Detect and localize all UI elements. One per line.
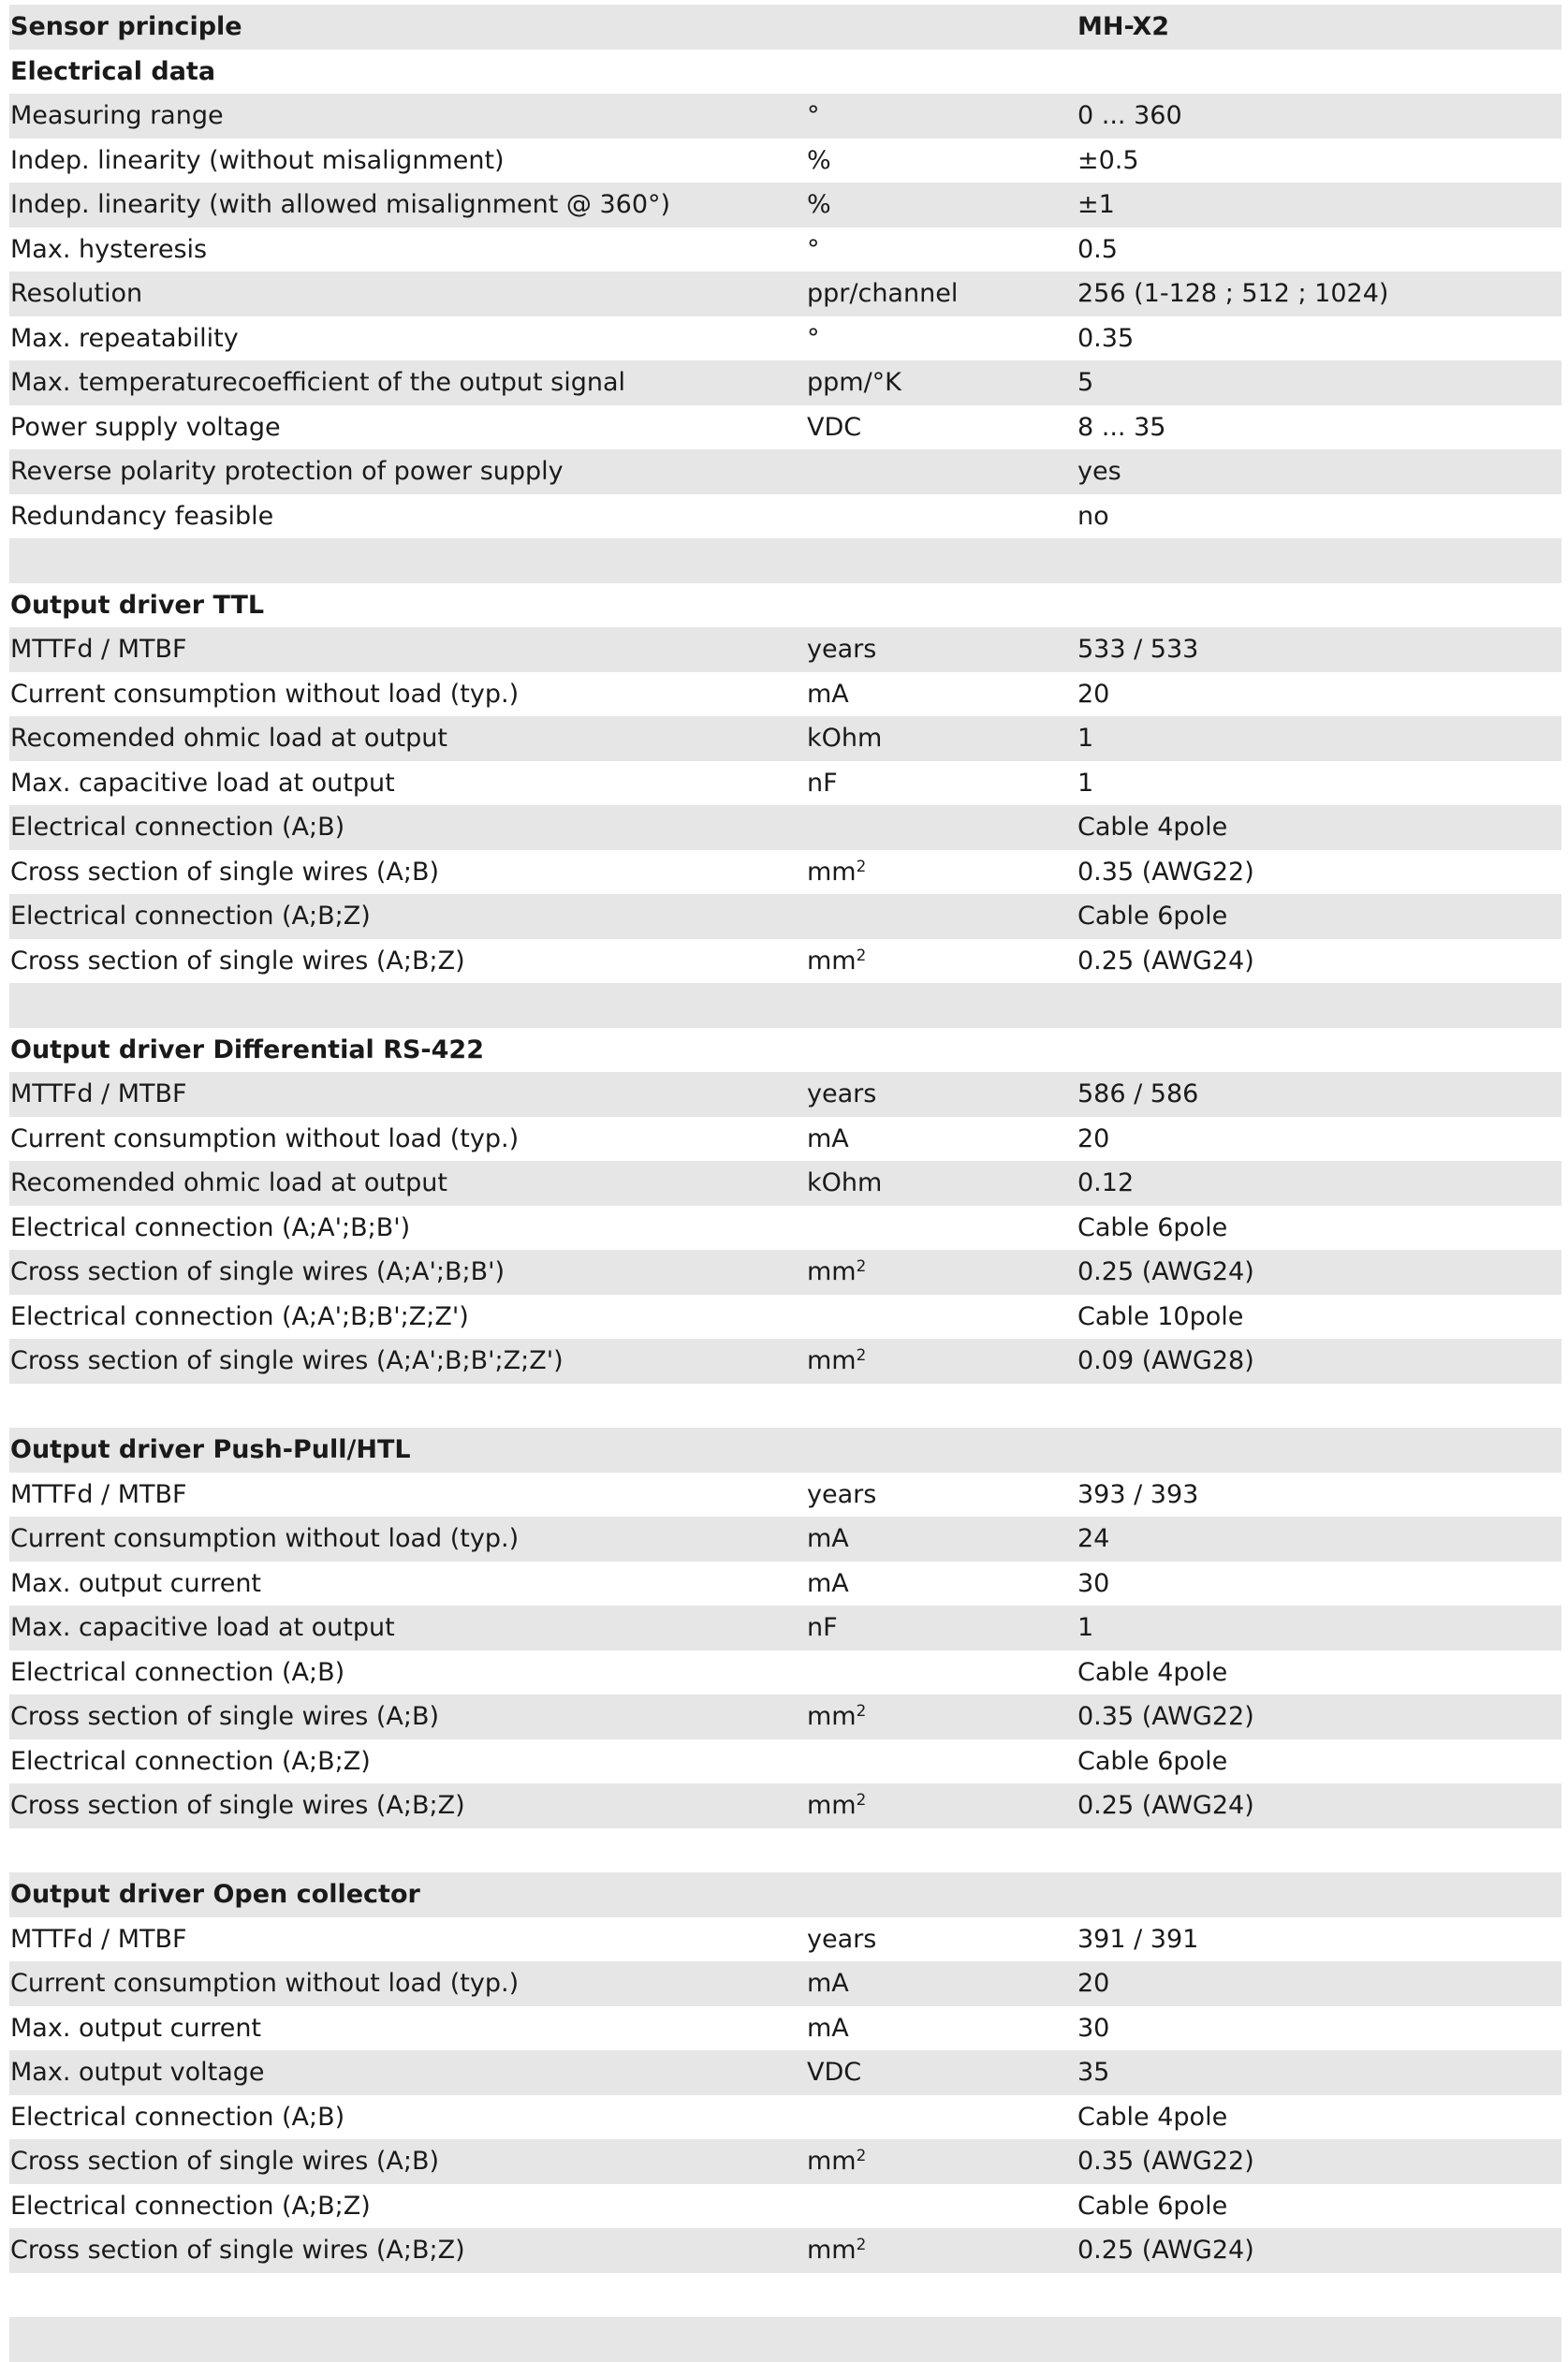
unit-cell: VDC (807, 412, 862, 442)
header-model: MH-X2 (1077, 12, 1170, 41)
unit-cell: $mm^2$ (807, 1344, 867, 1375)
parameter-cell: MTTFd / MTBF (10, 635, 187, 664)
parameter-cell: Electrical connection (A;B;Z) (10, 1746, 371, 1776)
unit-cell: $mm^2$ (807, 2145, 867, 2176)
value-cell: 0.35 (AWG22) (1077, 1702, 1254, 1731)
unit-cell (807, 1295, 1074, 1340)
table-row (9, 1961, 1561, 2006)
table-row (9, 227, 1561, 272)
parameter-cell: Cross section of single wires (A;A';B;B') (10, 1257, 506, 1286)
header-label: Sensor principle (10, 12, 242, 41)
section-title-row (9, 583, 1561, 628)
unit-cell: mA (807, 1969, 849, 1998)
unit-cell (807, 449, 1074, 494)
table-row (9, 716, 1561, 761)
unit-cell: $mm^2$ (807, 1255, 867, 1286)
parameter-cell: Cross section of single wires (A;B) (10, 1702, 440, 1731)
value-cell: 256 (1-128 ; 512 ; 1024) (1077, 279, 1389, 308)
value-cell: 35 (1077, 2058, 1110, 2087)
parameter-cell: Cross section of single wires (A;B) (10, 857, 440, 887)
section-title: Output driver Differential RS-422 (10, 1034, 484, 1064)
value-cell: 30 (1077, 2013, 1110, 2043)
value-cell: 5 (1077, 368, 1094, 397)
parameter-cell: Max. output voltage (10, 2058, 265, 2087)
parameter-cell: Redundancy feasible (10, 501, 274, 531)
table-row (9, 1339, 1561, 1384)
value-cell: 0.25 (AWG24) (1077, 1257, 1254, 1286)
table-row (9, 494, 1561, 539)
section-title: Output driver TTL (10, 590, 265, 620)
unit-cell: $mm^2$ (807, 1700, 867, 1731)
parameter-cell: Recomended ohmic load at output (10, 724, 447, 753)
value-cell: Cable 4pole (1077, 813, 1228, 842)
value-cell: Cable 6pole (1077, 2191, 1228, 2221)
unit-cell: nF (807, 768, 838, 798)
section-spacer (9, 1828, 1561, 1873)
parameter-cell: Cross section of single wires (A;A';B;B';Z;Z') (10, 1346, 564, 1375)
parameter-cell: Max. capacitive load at output (10, 1613, 395, 1642)
value-cell: 393 / 393 (1077, 1479, 1199, 1509)
parameter-cell: MTTFd / MTBF (10, 1479, 187, 1509)
table-row (9, 316, 1561, 361)
parameter-cell: Max. capacitive load at output (10, 768, 395, 798)
table-row (9, 405, 1561, 450)
table-row (9, 1606, 1561, 1650)
value-cell: 1 (1077, 768, 1094, 798)
parameter-cell: Electrical connection (A;A';B;B') (10, 1212, 411, 1242)
table-row (9, 1117, 1561, 1162)
trailing-spacer (9, 2273, 1561, 2318)
parameter-cell: Resolution (10, 279, 143, 308)
parameter-cell: Cross section of single wires (A;B) (10, 2147, 440, 2176)
parameter-cell: Electrical connection (A;B) (10, 813, 345, 842)
value-cell: 8 ... 35 (1077, 412, 1166, 442)
value-cell: 0.12 (1077, 1168, 1135, 1197)
table-row (9, 183, 1561, 227)
table-body (9, 50, 1561, 2362)
table-row (9, 360, 1561, 405)
parameter-cell: Recomended ohmic load at output (10, 1168, 447, 1197)
section-title: Output driver Open collector (10, 1880, 420, 1909)
parameter-cell: Measuring range (10, 101, 224, 130)
unit-cell: ° (807, 101, 820, 130)
unit-cell: $mm^2$ (807, 945, 867, 976)
unit-cell: $mm^2$ (807, 2234, 867, 2265)
section-title: Output driver Push-Pull/HTL (10, 1435, 411, 1464)
parameter-cell: Electrical connection (A;B;Z) (10, 902, 371, 931)
table-row (9, 672, 1561, 717)
value-cell: Cable 10pole (1077, 1301, 1244, 1331)
unit-cell: % (807, 145, 831, 175)
table-row (9, 1295, 1561, 1340)
parameter-cell: Max. temperaturecoefficient of the output signal (10, 368, 626, 397)
parameter-cell: Reverse polarity protection of power supply (10, 457, 564, 486)
unit-cell: mA (807, 679, 849, 709)
value-cell: 0 ... 360 (1077, 101, 1182, 130)
parameter-cell: MTTFd / MTBF (10, 1079, 187, 1108)
trailing-spacer (9, 2317, 1561, 2362)
value-cell: Cable 4pole (1077, 2102, 1228, 2132)
table-row (9, 1917, 1561, 1962)
table-header-row (9, 5, 1561, 50)
spec-table (9, 5, 1561, 2362)
section-title-row (9, 1428, 1561, 1473)
section-title: Electrical data (10, 56, 216, 86)
table-row (9, 1694, 1561, 1739)
unit-cell: mA (807, 1568, 849, 1598)
unit-cell: $mm^2$ (807, 856, 867, 887)
table-row (9, 94, 1561, 139)
parameter-cell: Indep. linearity (with allowed misalignment @ 360°) (10, 190, 671, 219)
unit-cell (807, 1650, 1074, 1695)
section-title-row (9, 1872, 1561, 1917)
value-cell: 0.25 (AWG24) (1077, 1791, 1254, 1820)
section-spacer (9, 983, 1561, 1028)
parameter-cell: Indep. linearity (without misalignment) (10, 145, 505, 175)
unit-cell (807, 2184, 1074, 2229)
value-cell: 0.25 (AWG24) (1077, 2236, 1254, 2265)
table-row (9, 1783, 1561, 1828)
unit-cell: kOhm (807, 1168, 883, 1197)
value-cell: 0.35 (AWG22) (1077, 2147, 1254, 2176)
value-cell: Cable 6pole (1077, 902, 1228, 931)
unit-cell: ° (807, 323, 820, 353)
unit-cell: % (807, 190, 831, 219)
parameter-cell: Current consumption without load (typ.) (10, 1524, 520, 1553)
value-cell: 1 (1077, 724, 1094, 753)
unit-cell: years (807, 1924, 877, 1954)
table-row (9, 1250, 1561, 1295)
unit-cell: kOhm (807, 724, 883, 753)
unit-cell: $mm^2$ (807, 1789, 867, 1820)
table-row (9, 850, 1561, 895)
value-cell: 0.35 (1077, 323, 1135, 353)
parameter-cell: Max. output current (10, 1568, 262, 1598)
value-cell: 1 (1077, 1613, 1094, 1642)
table-row (9, 1072, 1561, 1117)
unit-cell: VDC (807, 2058, 862, 2087)
unit-cell: ppm/°K (807, 368, 901, 397)
unit-cell (807, 805, 1074, 850)
unit-cell (807, 2095, 1074, 2140)
table-row (9, 2228, 1561, 2273)
value-cell: 30 (1077, 1568, 1110, 1598)
parameter-cell: Current consumption without load (typ.) (10, 1969, 520, 1998)
section-spacer (9, 538, 1561, 583)
table-row (9, 1161, 1561, 1206)
value-cell: 533 / 533 (1077, 635, 1199, 664)
parameter-cell: Power supply voltage (10, 412, 281, 442)
unit-cell (807, 1739, 1074, 1784)
table-row (9, 271, 1561, 316)
parameter-cell: MTTFd / MTBF (10, 1924, 187, 1954)
parameter-cell: Max. repeatability (10, 323, 239, 353)
unit-cell: nF (807, 1613, 838, 1642)
table-row (9, 2139, 1561, 2184)
table-row (9, 939, 1561, 984)
section-spacer (9, 1384, 1561, 1429)
unit-cell: years (807, 1079, 877, 1108)
value-cell: 0.35 (AWG22) (1077, 857, 1254, 887)
table-row (9, 2095, 1561, 2140)
parameter-cell: Current consumption without load (typ.) (10, 679, 520, 709)
value-cell: ±1 (1077, 190, 1115, 219)
table-row (9, 449, 1561, 494)
parameter-cell: Max. output current (10, 2013, 262, 2043)
value-cell: Cable 6pole (1077, 1746, 1228, 1776)
table-row (9, 627, 1561, 672)
value-cell: ±0.5 (1077, 145, 1139, 175)
parameter-cell: Max. hysteresis (10, 234, 208, 264)
value-cell: 20 (1077, 1969, 1110, 1998)
value-cell: 391 / 391 (1077, 1924, 1199, 1954)
value-cell: Cable 4pole (1077, 1657, 1228, 1687)
table-row (9, 139, 1561, 183)
unit-cell (807, 1206, 1074, 1251)
table-row (9, 1473, 1561, 1518)
value-cell: 0.09 (AWG28) (1077, 1346, 1254, 1375)
table-row (9, 2184, 1561, 2229)
parameter-cell: Current consumption without load (typ.) (10, 1123, 520, 1153)
table-row (9, 894, 1561, 939)
table-row (9, 1562, 1561, 1606)
parameter-cell: Electrical connection (A;B;Z) (10, 2191, 371, 2221)
parameter-cell: Electrical connection (A;B) (10, 1657, 345, 1687)
unit-cell (807, 494, 1074, 539)
parameter-cell: Electrical connection (A;B) (10, 2102, 345, 2132)
section-title-row (9, 50, 1561, 95)
parameter-cell: Cross section of single wires (A;B;Z) (10, 1791, 465, 1820)
table-row (9, 2006, 1561, 2051)
value-cell: 0.25 (AWG24) (1077, 946, 1254, 976)
parameter-cell: Electrical connection (A;A';B;B';Z;Z') (10, 1301, 469, 1331)
value-cell: Cable 6pole (1077, 1212, 1228, 1242)
unit-cell: years (807, 1479, 877, 1509)
value-cell: 20 (1077, 1123, 1110, 1153)
table-row (9, 1739, 1561, 1784)
unit-cell: years (807, 635, 877, 664)
value-cell: 24 (1077, 1524, 1110, 1553)
unit-cell: mA (807, 2013, 849, 2043)
value-cell: 586 / 586 (1077, 1079, 1199, 1108)
unit-cell: ° (807, 234, 820, 264)
table-row (9, 1650, 1561, 1695)
value-cell: no (1077, 501, 1109, 531)
unit-cell: ppr/channel (807, 279, 959, 308)
unit-cell (807, 894, 1074, 939)
table-row (9, 805, 1561, 850)
value-cell: 0.5 (1077, 234, 1118, 264)
parameter-cell: Cross section of single wires (A;B;Z) (10, 2236, 465, 2265)
section-title-row (9, 1028, 1561, 1073)
value-cell: 20 (1077, 679, 1110, 709)
table-row (9, 1206, 1561, 1251)
parameter-cell: Cross section of single wires (A;B;Z) (10, 946, 465, 976)
unit-cell: mA (807, 1123, 849, 1153)
unit-cell: mA (807, 1524, 849, 1553)
value-cell: yes (1077, 457, 1121, 486)
table-row (9, 761, 1561, 806)
table-row (9, 1517, 1561, 1562)
table-row (9, 2050, 1561, 2095)
